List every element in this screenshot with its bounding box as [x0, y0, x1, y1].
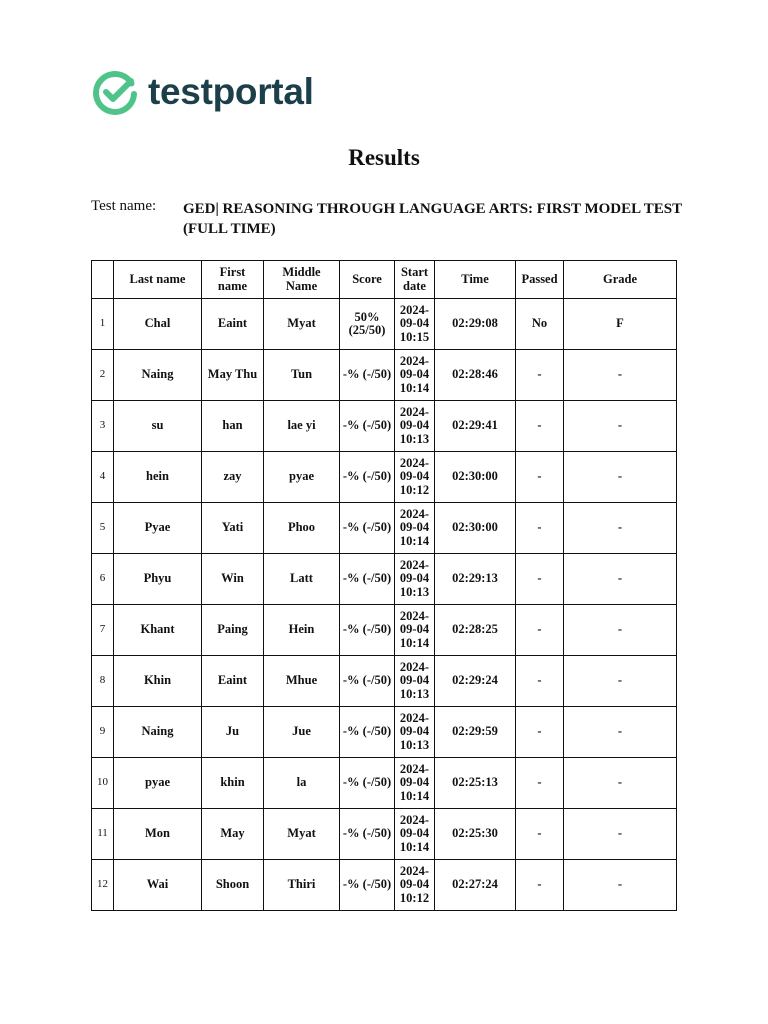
row-number: 7	[92, 605, 114, 656]
first-name-cell: May Thu	[202, 350, 264, 401]
score-cell: -% (-/50)	[340, 452, 395, 503]
first-name-cell: Eaint	[202, 656, 264, 707]
score-cell: -% (-/50)	[340, 554, 395, 605]
row-number: 8	[92, 656, 114, 707]
time-cell: 02:30:00	[435, 452, 516, 503]
score-cell: -% (-/50)	[340, 401, 395, 452]
time-cell: 02:30:00	[435, 503, 516, 554]
last-name-cell: hein	[114, 452, 202, 503]
table-row	[92, 350, 677, 401]
score-cell: -% (-/50)	[340, 758, 395, 809]
score-cell: -% (-/50)	[340, 503, 395, 554]
start-date-cell: 2024-09-04 10:13	[395, 554, 435, 605]
first-name-cell: May	[202, 809, 264, 860]
table-row	[92, 656, 677, 707]
header-time: Time	[435, 261, 516, 299]
page-title: Results	[348, 145, 420, 170]
middle-name-cell: Thiri	[264, 860, 340, 911]
first-name-cell: Paing	[202, 605, 264, 656]
start-date-cell: 2024-09-04 10:14	[395, 350, 435, 401]
header-first-name: First name	[202, 261, 264, 299]
table-row	[92, 758, 677, 809]
results-table	[91, 260, 677, 911]
passed-cell: -	[516, 554, 564, 605]
score-cell: -% (-/50)	[340, 809, 395, 860]
table-row	[92, 554, 677, 605]
first-name-cell: Yati	[202, 503, 264, 554]
middle-name-cell: Hein	[264, 605, 340, 656]
header-grade: Grade	[564, 261, 677, 299]
row-number: 2	[92, 350, 114, 401]
start-date-cell: 2024-09-04 10:14	[395, 503, 435, 554]
logo-wordmark: testportal	[148, 71, 314, 112]
table-row	[92, 809, 677, 860]
time-cell: 02:25:30	[435, 809, 516, 860]
start-date-cell: 2024-09-04 10:13	[395, 707, 435, 758]
row-number: 4	[92, 452, 114, 503]
passed-cell: -	[516, 350, 564, 401]
header-number	[92, 261, 114, 299]
middle-name-cell: Jue	[264, 707, 340, 758]
score-cell: 50% (25/50)	[340, 299, 395, 350]
row-number: 3	[92, 401, 114, 452]
first-name-cell: zay	[202, 452, 264, 503]
first-name-cell: han	[202, 401, 264, 452]
passed-cell: -	[516, 809, 564, 860]
row-number: 6	[92, 554, 114, 605]
first-name-cell: Ju	[202, 707, 264, 758]
header-last-name: Last name	[114, 261, 202, 299]
start-date-cell: 2024-09-04 10:12	[395, 860, 435, 911]
last-name-cell: Khant	[114, 605, 202, 656]
middle-name-cell: la	[264, 758, 340, 809]
testportal-logo	[91, 68, 314, 116]
last-name-cell: pyae	[114, 758, 202, 809]
row-number: 1	[92, 299, 114, 350]
row-number: 12	[92, 860, 114, 911]
grade-cell: -	[564, 860, 677, 911]
time-cell: 02:25:13	[435, 758, 516, 809]
last-name-cell: Mon	[114, 809, 202, 860]
middle-name-cell: Phoo	[264, 503, 340, 554]
first-name-cell: Win	[202, 554, 264, 605]
last-name-cell: Naing	[114, 707, 202, 758]
middle-name-cell: lae yi	[264, 401, 340, 452]
passed-cell: -	[516, 758, 564, 809]
passed-cell: -	[516, 503, 564, 554]
grade-cell: -	[564, 503, 677, 554]
score-cell: -% (-/50)	[340, 656, 395, 707]
table-row	[92, 707, 677, 758]
time-cell: 02:28:46	[435, 350, 516, 401]
middle-name-cell: Latt	[264, 554, 340, 605]
grade-cell: -	[564, 401, 677, 452]
passed-cell: -	[516, 707, 564, 758]
start-date-cell: 2024-09-04 10:13	[395, 656, 435, 707]
last-name-cell: Naing	[114, 350, 202, 401]
middle-name-cell: Mhue	[264, 656, 340, 707]
last-name-cell: Chal	[114, 299, 202, 350]
last-name-cell: Wai	[114, 860, 202, 911]
grade-cell: -	[564, 809, 677, 860]
score-cell: -% (-/50)	[340, 860, 395, 911]
time-cell: 02:29:59	[435, 707, 516, 758]
middle-name-cell: pyae	[264, 452, 340, 503]
grade-cell: F	[564, 299, 677, 350]
time-cell: 02:29:13	[435, 554, 516, 605]
time-cell: 02:28:25	[435, 605, 516, 656]
test-name-value: GED| REASONING THROUGH LANGUAGE ARTS: FIRST MODEL TEST (FULL TIME)	[183, 201, 682, 237]
header-middle-name: Middle Name	[264, 261, 340, 299]
passed-cell: -	[516, 401, 564, 452]
grade-cell: -	[564, 452, 677, 503]
header-passed: Passed	[516, 261, 564, 299]
start-date-cell: 2024-09-04 10:12	[395, 452, 435, 503]
header-score: Score	[340, 261, 395, 299]
test-name-label: Test name:	[91, 198, 157, 214]
row-number: 11	[92, 809, 114, 860]
passed-cell: -	[516, 860, 564, 911]
table-row	[92, 860, 677, 911]
first-name-cell: khin	[202, 758, 264, 809]
grade-cell: -	[564, 656, 677, 707]
first-name-cell: Shoon	[202, 860, 264, 911]
last-name-cell: Phyu	[114, 554, 202, 605]
middle-name-cell: Myat	[264, 299, 340, 350]
passed-cell: -	[516, 452, 564, 503]
middle-name-cell: Tun	[264, 350, 340, 401]
score-cell: -% (-/50)	[340, 605, 395, 656]
results-table-body	[92, 299, 677, 911]
start-date-cell: 2024-09-04 10:14	[395, 809, 435, 860]
grade-cell: -	[564, 758, 677, 809]
start-date-cell: 2024-09-04 10:15	[395, 299, 435, 350]
header-start-date: Start date	[395, 261, 435, 299]
table-row	[92, 299, 677, 350]
passed-cell: -	[516, 605, 564, 656]
checkmark-circle-icon	[91, 68, 139, 116]
score-cell: -% (-/50)	[340, 350, 395, 401]
table-row	[92, 605, 677, 656]
grade-cell: -	[564, 605, 677, 656]
grade-cell: -	[564, 707, 677, 758]
time-cell: 02:29:08	[435, 299, 516, 350]
table-header-row	[92, 261, 677, 299]
start-date-cell: 2024-09-04 10:14	[395, 605, 435, 656]
row-number: 10	[92, 758, 114, 809]
row-number: 9	[92, 707, 114, 758]
last-name-cell: Khin	[114, 656, 202, 707]
last-name-cell: su	[114, 401, 202, 452]
start-date-cell: 2024-09-04 10:13	[395, 401, 435, 452]
middle-name-cell: Myat	[264, 809, 340, 860]
time-cell: 02:27:24	[435, 860, 516, 911]
grade-cell: -	[564, 554, 677, 605]
first-name-cell: Eaint	[202, 299, 264, 350]
time-cell: 02:29:41	[435, 401, 516, 452]
time-cell: 02:29:24	[435, 656, 516, 707]
last-name-cell: Pyae	[114, 503, 202, 554]
grade-cell: -	[564, 350, 677, 401]
table-row	[92, 401, 677, 452]
table-row	[92, 452, 677, 503]
table-row	[92, 503, 677, 554]
score-cell: -% (-/50)	[340, 707, 395, 758]
passed-cell: No	[516, 299, 564, 350]
start-date-cell: 2024-09-04 10:14	[395, 758, 435, 809]
row-number: 5	[92, 503, 114, 554]
passed-cell: -	[516, 656, 564, 707]
